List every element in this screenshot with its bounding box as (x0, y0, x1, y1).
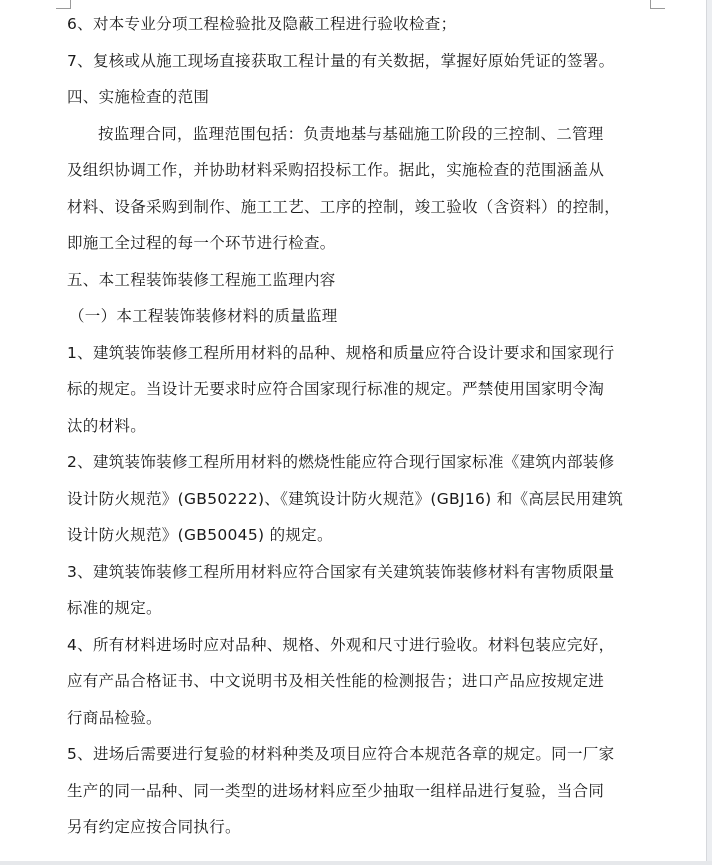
document-body[interactable] (67, 6, 653, 846)
paragraph-line: 按监理合同，监理范围包括：负责地基与基础施工阶段的三控制、二管理 (98, 124, 604, 143)
paragraph-line: 汰的材料。 (67, 416, 147, 435)
paragraph-line: 设计防火规范》(GB50222)、《建筑设计防火规范》(GBJ16) 和《高层民用建筑 (67, 489, 624, 508)
paragraph-line: 标准的规定。 (67, 599, 162, 617)
list-item-1: 1、建筑装饰装修工程所用材料的品种、规格和质量应符合设计要求和国家现行 (67, 343, 615, 362)
paragraph-line: 行商品检验。 (67, 708, 162, 727)
list-item-4: 4、所有材料进场时应对品种、规格、外观和尺寸进行验收。材料包装应完好， (67, 635, 615, 654)
list-item-3: 3、建筑装饰装修工程所用材料应符合国家有关建筑装饰装修材料有害物质限量 (67, 562, 615, 581)
paragraph-line: 标的规定。当设计无要求时应符合国家现行标准的规定。严禁使用国家明令淘 (67, 380, 605, 398)
page-bottom-edge (0, 861, 712, 865)
paragraph-line: 及组织协调工作，并协助材料采购招投标工作。据此，实施检查的范围涵盖从 (67, 161, 605, 179)
subsection-heading-1: （一）本工程装饰装修材料的质量监理 (69, 307, 338, 325)
paragraph-line: 材料、设备采购到制作、施工工艺、工序的控制，竣工验收（含资料）的控制， (67, 197, 621, 216)
list-item-2: 2、建筑装饰装修工程所用材料的燃烧性能应符合现行国家标准《建筑内部装修 (67, 453, 615, 471)
paragraph-line: 设计防火规范》(GB50045) 的规定。 (67, 526, 333, 544)
list-item-5: 5、进场后需要进行复验的材料种类及项目应符合本规范各章的规定。同一厂家 (67, 745, 615, 763)
section-heading-5: 五、本工程装饰装修工程施工监理内容 (67, 270, 336, 289)
paragraph-line: 应有产品合格证书、中文说明书及相关性能的检测报告；进口产品应按规定进 (67, 672, 605, 690)
section-heading-4: 四、实施检查的范围 (67, 88, 210, 106)
vertical-scrollbar-track[interactable] (706, 0, 712, 865)
paragraph-line: 生产的同一品种、同一类型的进场材料应至少抽取一组样品进行复验，当合同 (67, 781, 605, 800)
paragraph-line: 另有约定应按合同执行。 (67, 818, 241, 836)
paragraph-line: 即施工全过程的每一个环节进行检查。 (67, 234, 336, 252)
list-item-6: 6、对本专业分项工程检验批及隐蔽工程进行验收检查； (67, 15, 457, 33)
list-item-7: 7、复核或从施工现场直接获取工程计量的有关数据，掌握好原始凭证的签署。 (67, 51, 615, 70)
